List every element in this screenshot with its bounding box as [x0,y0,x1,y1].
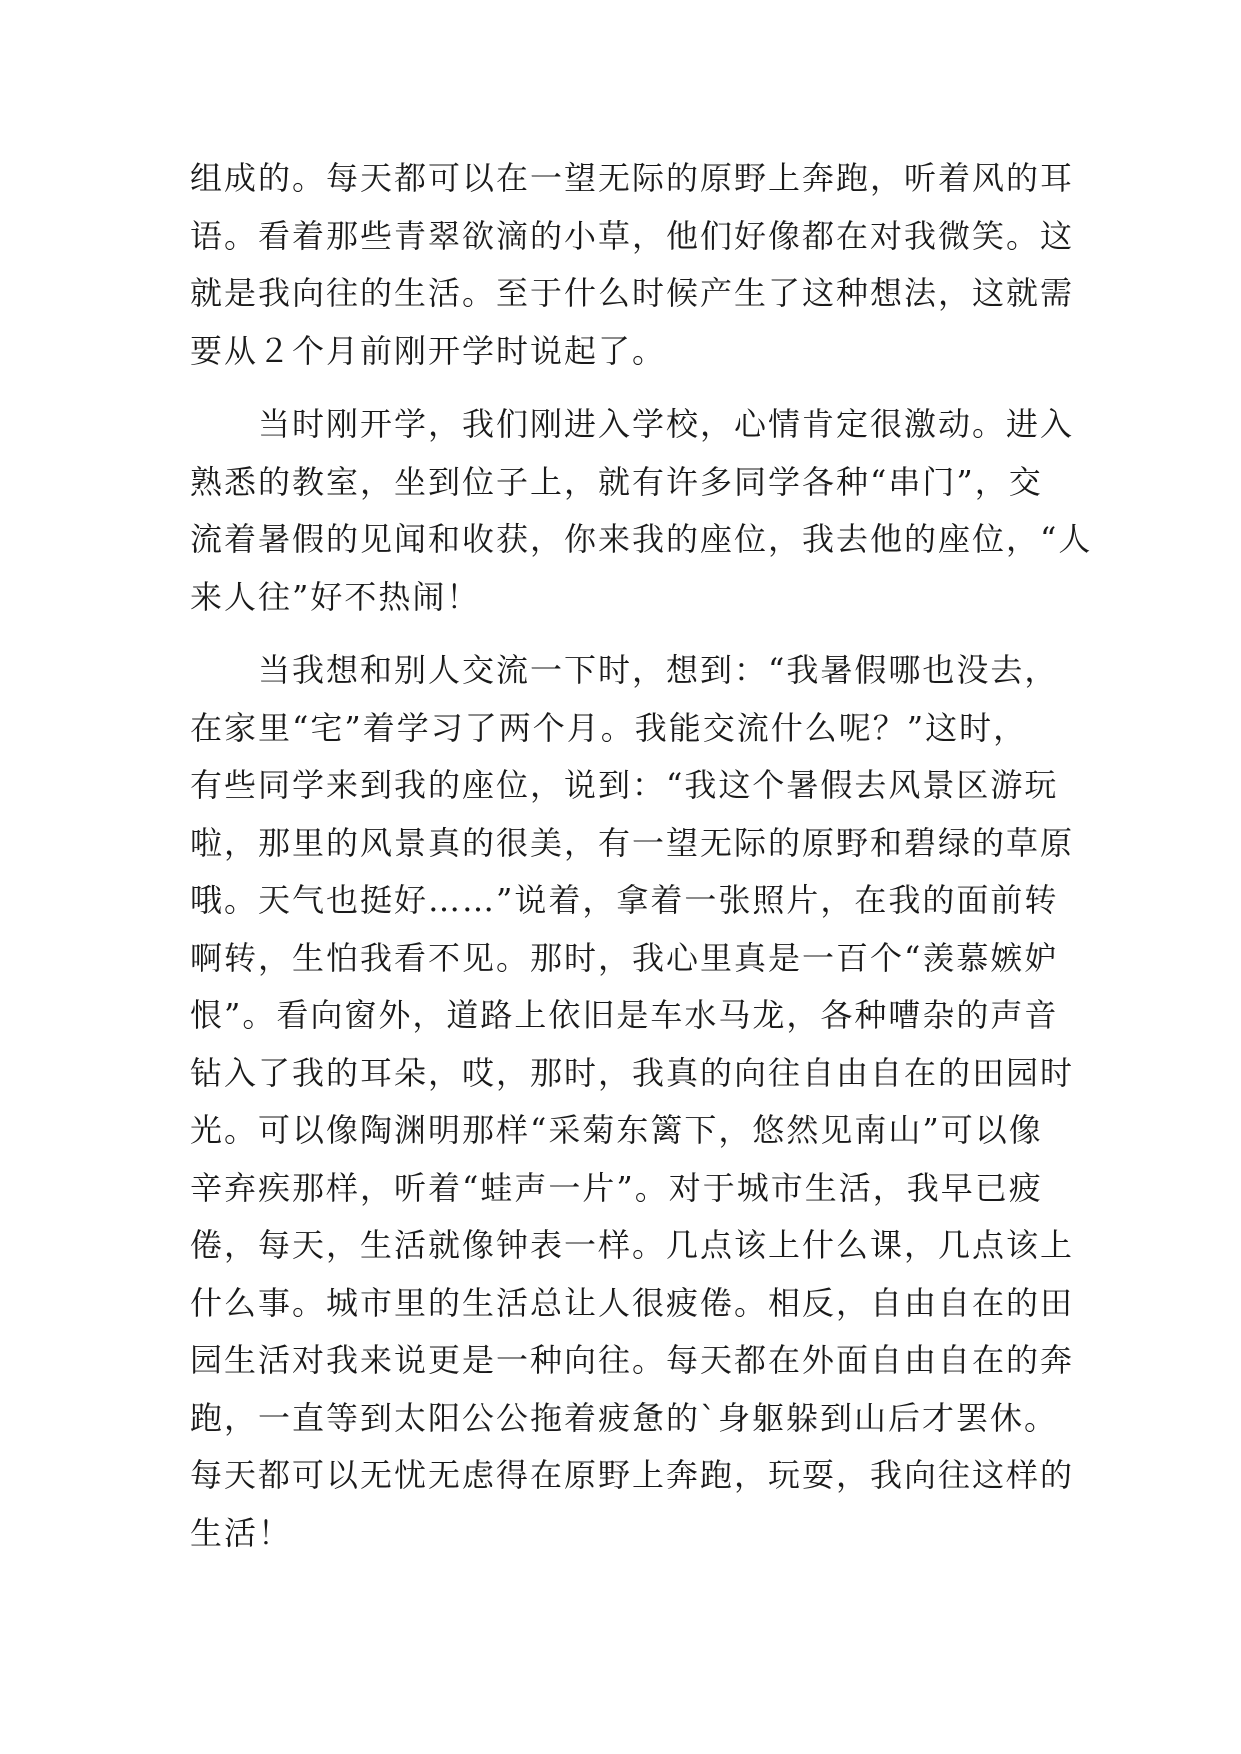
text-line: 恨”。看向窗外，道路上依旧是车水马龙，各种嘈杂的声音 [190,996,1059,1034]
paragraph-3 [190,642,1075,1562]
text-line: 跑，一直等到太阳公公拖着疲惫的`身躯躲到山后才罢休。 [190,1398,1059,1437]
document-body [190,150,1093,1562]
text-line: 光。可以像陶渊明那样“采菊东篱下，悠然见南山”可以像 [190,1111,1043,1149]
text-line: 园生活对我来说更是一种向往。每天都在外面自由自在的奔 [190,1341,1075,1379]
text-line: 当时刚开学，我们刚进入学校，心情肯定很激动。进入 [258,405,1075,443]
paragraph-1 [190,150,1075,380]
text-line: 有些同学来到我的座位，说到：“我这个暑假去风景区游玩 [190,766,1059,804]
text-line: 来人往”好不热闹！ [190,577,481,616]
text-line: 要从２个月前刚开学时说起了。 [190,331,667,370]
text-line: 什么事。城市里的生活总让人很疲倦。相反，自由自在的田 [190,1283,1075,1322]
text-line: 哦。天气也挺好……”说着，拿着一张照片，在我的面前转 [190,881,1059,919]
text-line: 在家里“宅”着学习了两个月。我能交流什么呢？”这时， [190,708,1028,747]
paragraph-spacing [190,380,1070,396]
text-line: 啊转，生怕我看不见。那时，我心里真是一百个“羡慕嫉妒 [190,938,1059,977]
text-line: 当我想和别人交流一下时，想到：“我暑假哪也没去， [258,651,1059,689]
text-line: 就是我向往的生活。至于什么时候产生了这种想法，这就需 [190,274,1075,312]
text-line: 流着暑假的见闻和收获，你来我的座位，我去他的座位，“人 [190,520,1093,558]
text-line: 每天都可以无忧无虑得在原野上奔跑，玩耍，我向往这样的 [190,1456,1075,1494]
paragraph-2 [190,396,1093,626]
text-line: 熟悉的教室，坐到位子上，就有许多同学各种“串门”，交 [190,462,1043,501]
text-line: 辛弃疾那样，听着“蛙声一片”。对于城市生活，我早已疲 [190,1168,1043,1207]
text-line: 生活！ [190,1513,293,1552]
text-line: 语。看着那些青翠欲滴的小草，他们好像都在对我微笑。这 [190,216,1075,255]
text-line: 倦，每天，生活就像钟表一样。几点该上什么课，几点该上 [190,1226,1075,1264]
text-line: 组成的。每天都可以在一望无际的原野上奔跑，听着风的耳 [190,159,1075,197]
paragraph-spacing [190,626,1070,642]
text-line: 钻入了我的耳朵，哎，那时，我真的向往自由自在的田园时 [190,1053,1075,1092]
text-line: 啦，那里的风景真的很美，有一望无际的原野和碧绿的草原 [190,823,1075,862]
